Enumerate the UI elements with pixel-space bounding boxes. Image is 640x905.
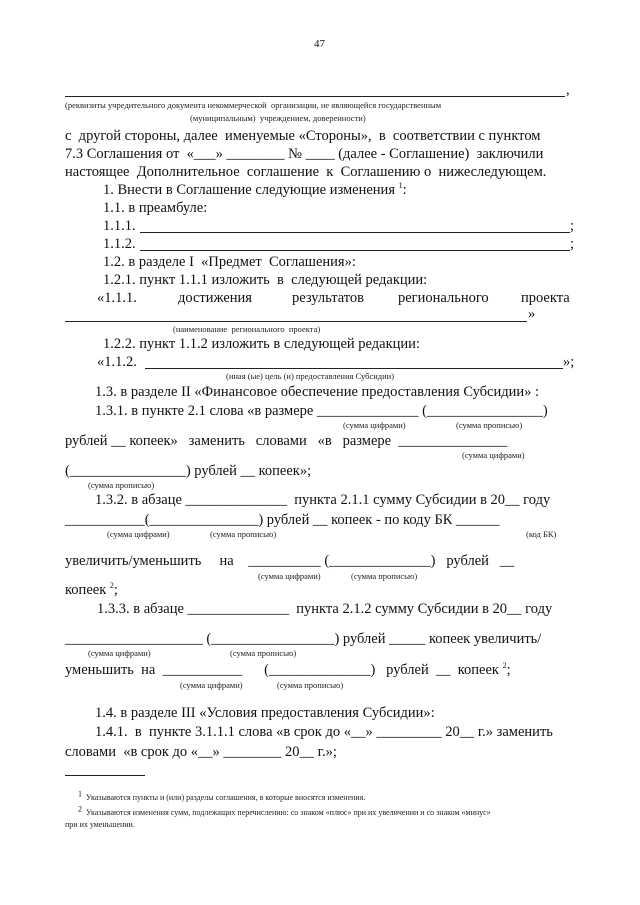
item-1-2-1: 1.2.1. пункт 1.1.1 изложить в следующей редакции: <box>103 272 428 288</box>
item-1-4-1: 1.4.1. в пункте 3.1.1.1 слова «в срок до «__» _________ 20__ г.» заменить <box>95 724 553 740</box>
paragraph-line: с другой стороны, далее именуемые «Стороны», в соответствии с пунктом <box>65 128 541 144</box>
blank-line <box>65 96 565 97</box>
caption-sum-words: (сумма прописью) <box>351 571 418 581</box>
line-comma: , <box>566 82 570 98</box>
caption-goals: (иная (ые) цель (и) предоставления Субсидии) <box>226 371 395 381</box>
decrease-line <box>65 662 511 679</box>
item-1-colon: : <box>402 182 407 198</box>
footnote-2 <box>78 804 491 818</box>
footnote-2-mark: 2 <box>78 804 82 814</box>
footnote-ref-2: 2 <box>109 581 114 591</box>
decrease-text: уменьшить на ___________ (______________) рублей __ копеек <box>65 662 503 678</box>
blank-line <box>140 232 570 233</box>
kopeek-text: копеек <box>65 582 110 598</box>
item-1 <box>103 182 407 199</box>
paragraph-line: рублей __ копеек» заменить словами «в размере _______________ <box>65 433 508 449</box>
footnote-ref-1: 1 <box>398 181 403 191</box>
caption-requisites-2: (муниципальным) учреждением, доверенности) <box>190 113 366 123</box>
paragraph-line: (________________) рублей __ копеек»; <box>65 463 312 479</box>
line-end: ; <box>570 236 575 252</box>
item-1-1-1: 1.1.1. <box>103 218 136 234</box>
caption-requisites: (реквизиты учредительного документа некоммерческой организации, не являющейся государственным <box>65 100 442 110</box>
paragraph-line: увеличить/уменьшить на __________ (______________) рублей __ <box>65 553 515 569</box>
caption-sum-digits: (сумма цифрами) <box>258 571 321 581</box>
caption-sum-words: (сумма прописью) <box>210 529 277 539</box>
caption-sum-digits: (сумма цифрами) <box>107 529 170 539</box>
word: проекта <box>521 290 570 306</box>
caption-sum-words: (сумма прописью) <box>230 648 297 658</box>
word: регионального <box>398 290 489 306</box>
caption-sum-words: (сумма прописью) <box>88 480 155 490</box>
item-1-1-2-quote: «1.1.2. <box>97 354 137 370</box>
caption-sum-words: (сумма прописью) <box>456 420 523 430</box>
footnote-2-cont: при их уменьшении. <box>65 820 135 829</box>
kopeek-semicolon: ; <box>113 582 118 598</box>
word: результатов <box>292 290 365 306</box>
item-1-3-3: 1.3.3. в абзаце ______________ пункта 2.1.2 сумму Субсидии в 20__ году <box>97 601 553 617</box>
caption-sum-digits: (сумма цифрами) <box>343 420 406 430</box>
kopeek-line <box>65 582 118 599</box>
paragraph-line: ___________(_______________) рублей __ копеек - по коду БК ______ <box>65 512 500 528</box>
item-1-1: 1.1. в преамбуле: <box>103 200 208 216</box>
page-number: 47 <box>314 38 325 50</box>
caption-sum-digits: (сумма цифрами) <box>180 680 243 690</box>
caption-sum-digits: (сумма цифрами) <box>88 648 151 658</box>
paragraph-line: настоящее Дополнительное соглашение к Соглашению о нижеследующем. <box>65 164 547 180</box>
word: достижения <box>178 290 252 306</box>
footnote-2-text: Указываются изменения сумм, подлежащих перечислению: со знаком «плюс» при их увеличении и со знаком «минус» <box>86 808 491 817</box>
word: «1.1.1. <box>97 290 137 306</box>
decrease-semicolon: ; <box>506 662 511 678</box>
line-end: » <box>528 306 536 322</box>
item-1-text: 1. Внести в Соглашение следующие изменения <box>103 182 399 198</box>
item-1-3-2: 1.3.2. в абзаце ______________ пункта 2.1.1 сумму Субсидии в 20__ году <box>95 492 551 508</box>
paragraph-line: словами «в срок до «__» ________ 20__ г.»; <box>65 744 337 760</box>
item-1-2-2: 1.2.2. пункт 1.1.2 изложить в следующей редакции: <box>103 336 420 352</box>
paragraph-line: 7.3 Соглашения от «___» ________ № ____ (далее - Соглашение) заключили <box>65 146 544 162</box>
line-end: »; <box>563 354 575 370</box>
item-1-3-1: 1.3.1. в пункте 2.1 слова «в размере ______________ (________________) <box>95 403 548 419</box>
line-end: ; <box>570 218 575 234</box>
footnote-ref-2b: 2 <box>502 661 507 671</box>
caption-kbk: (код БК) <box>526 529 557 539</box>
item-1-1-2: 1.1.2. <box>103 236 136 252</box>
item-1-2: 1.2. в разделе I «Предмет Соглашения»: <box>103 254 356 270</box>
paragraph-line: ___________________ (_________________) рублей _____ копеек увеличить/ <box>65 631 542 647</box>
footnote-1-mark: 1 <box>78 789 82 799</box>
caption-sum-words: (сумма прописью) <box>277 680 344 690</box>
blank-line <box>140 250 570 251</box>
footnote-1-text: Указываются пункты и (или) разделы соглашения, в которые вносятся изменения. <box>86 793 366 802</box>
footnote-1 <box>78 789 366 803</box>
caption-sum-digits: (сумма цифрами) <box>462 450 525 460</box>
blank-line <box>65 321 527 322</box>
item-1-4: 1.4. в разделе III «Условия предоставления Субсидии»: <box>95 705 435 721</box>
item-1-3: 1.3. в разделе II «Финансовое обеспечение предоставления Субсидии» : <box>95 384 540 400</box>
caption-project-name: (наименование регионального проекта) <box>173 324 321 334</box>
blank-line <box>145 368 563 369</box>
footnote-separator <box>65 775 145 776</box>
